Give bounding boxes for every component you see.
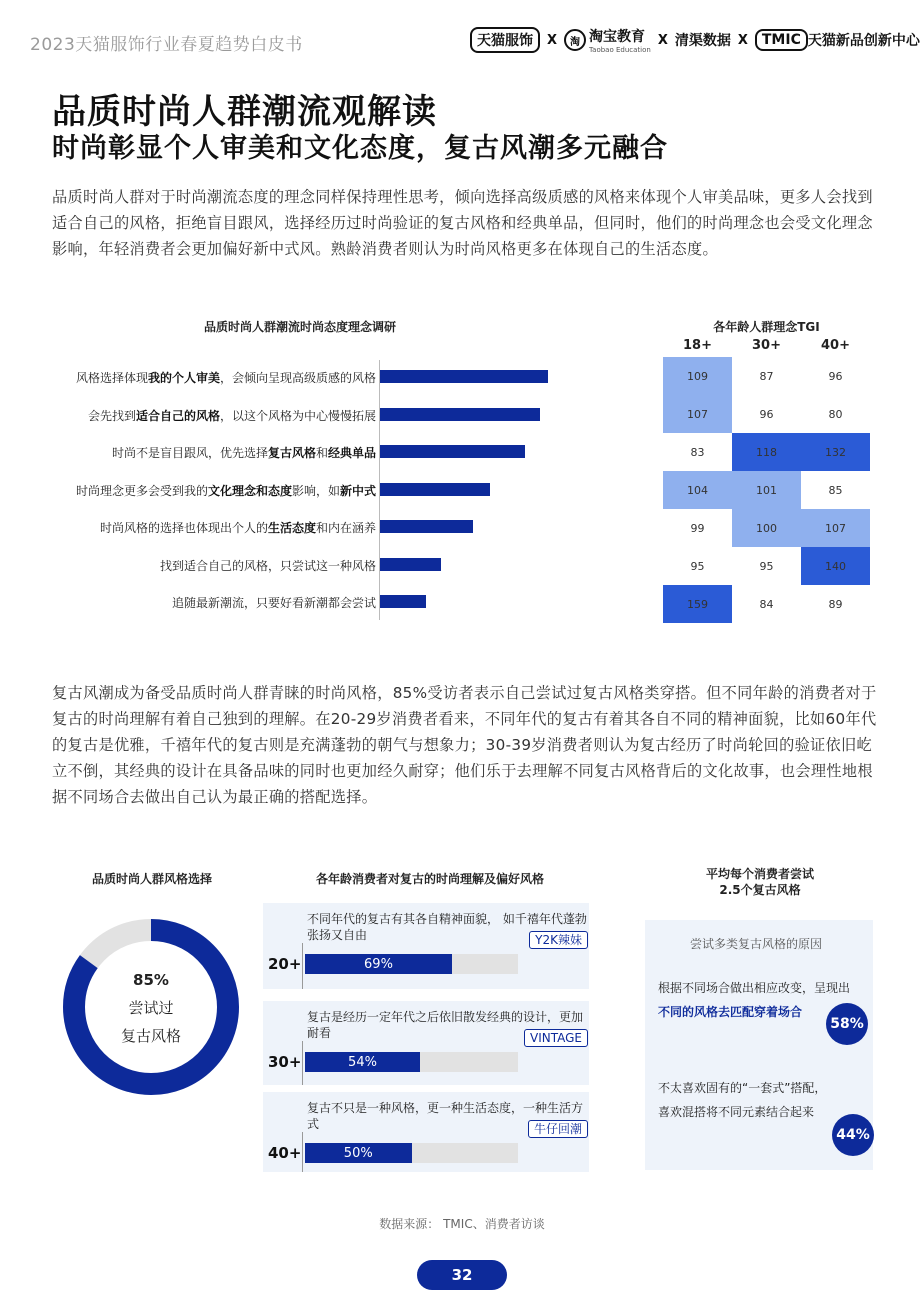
tgi-cell-r3-c3: 132 (801, 433, 870, 471)
bar-label-4-part-3: 影响，如 (291, 483, 340, 498)
reasons-heading: 尝试多类复古风格的原因 (690, 937, 823, 951)
data-source: 数据来源： TMIC、消费者访谈 (379, 1217, 545, 1231)
tgi-cell-r2-c2: 96 (759, 407, 774, 421)
donut-center-pct: 85% (133, 971, 169, 989)
bar-label-4-part-2: 文化理念和态度 (207, 483, 292, 498)
tgi-cell-r4-c1: 104 (663, 471, 732, 509)
bar-6 (380, 558, 441, 571)
donut-center-line2: 尝试过 (128, 999, 174, 1017)
bar-label-3-part-2: 复古风格 (267, 446, 316, 460)
tgi-column-1: 18+ (683, 338, 712, 353)
intro-paragraph: 品质时尚人群对于时尚潮流态度的理念同样保持理性思考，倾向选择高级质感的风格来体现个人审美品味，更多人会找到适合自己的风格，拒绝盲目跟风，选择经历过时尚验证的复古风格和经典单品，但同时，他们的时尚理念也会受文化理念影响，年轻消费者会更加偏好新中式风。熟龄消费者则认为时尚风格更多在体现自己的生活态度。 (52, 188, 873, 258)
tgi-cell-r3-c2: 118 (732, 433, 801, 471)
reason-2 (658, 1076, 868, 1124)
bar-label-1-part-1: 风格选择体现 (75, 371, 148, 385)
reason-2-badge: 44% (832, 1114, 874, 1156)
bar-label-1-part-2: 我的个人审美 (147, 371, 220, 385)
reason-1-badge: 58% (826, 1003, 868, 1045)
taobao-icon: 淘 (564, 29, 586, 51)
tgi-cell-r5-c3: 107 (801, 509, 870, 547)
taobao-education-sub: Taobao Education (589, 46, 651, 54)
retro-paragraph: 复古风潮成为备受品质时尚人群青睐的时尚风格，85%受访者表示自己尝试过复古风格类穿搭。但不同年龄的消费者对于复古的时尚理解有着自己独到的理解。在20-29岁消费者看来，不同年代的复古有着其各自不同的精神面貌，比如60年代的复古是优雅，千禧年代的复古则是充满蓬勃的朝气与想象力；30-39岁消费者则认为复古经历了时尚轮回的验证依旧屹立不倒，其经典的设计在具备品味的同时也更加经久耐穿；他们乐于去理解不同复古风格背后的文化故事，也会理性地根据不同场合去做出自己认为最正确的搭配选择。 (52, 684, 877, 806)
bar-4 (380, 483, 490, 496)
style-choice-title: 品质时尚人群风格选择 (91, 872, 212, 886)
logo-separator: X (737, 32, 748, 48)
tgi-cell-r1-c2: 87 (759, 369, 774, 383)
tmall-fashion-logo: 天猫服饰 (470, 27, 540, 53)
bar-label-7-part-1: 追随最新潮流，只要好看新潮都会尝试 (171, 596, 376, 610)
bar-label-4-part-4: 新中式 (339, 483, 376, 498)
retro-panel-divider-3 (302, 1132, 303, 1172)
tgi-cell-r1-c3: 96 (828, 369, 843, 383)
retro-style-tag-2: VINTAGE (524, 1029, 588, 1047)
bar-label-5-part-1: 时尚风格的选择也体现出个人的 (99, 521, 268, 535)
bar-label-2-part-3: ，以这个风格为中心慢慢拓展 (219, 408, 376, 423)
bar-7 (380, 595, 426, 608)
retro-panel-desc-1: 不同年代的复古有其各自精神面貌， 如千禧年代蓬勃张扬又自由 (307, 912, 587, 942)
tgi-cell-r4-c3: 85 (828, 483, 843, 497)
tgi-cell-r3-c1: 83 (690, 445, 705, 459)
retro-panel-desc-3: 复古不只是一种风格，更一种生活态度，一种生活方式 (307, 1101, 584, 1131)
tgi-cell-r6-c2: 95 (759, 559, 774, 573)
tgi-cell-r5-c2: 100 (732, 509, 801, 547)
bar-label-1 (76, 369, 376, 386)
bar-label-2-part-2: 适合自己的风格 (135, 408, 220, 423)
bar-label-1-part-3: ，会倾向呈现高级质感的风格 (219, 371, 376, 385)
retro-panel-divider-1 (302, 943, 303, 989)
tgi-cell-r1-c1: 109 (663, 357, 732, 395)
tgi-cell-r7-c1: 159 (663, 585, 732, 623)
bar-label-6 (160, 557, 376, 574)
tgi-cell-r2-c3: 80 (828, 407, 843, 421)
tgi-column-3: 40+ (821, 338, 850, 353)
bar-1 (380, 370, 548, 383)
retro-progress-fill-1: 69% (305, 954, 452, 974)
tgi-cell-r6-c1: 95 (690, 559, 705, 573)
retro-panel-desc-2: 复古是经历一定年代之后依旧散发经典的设计，更加耐看 (307, 1010, 584, 1040)
tgi-cell-r6-c3: 140 (801, 547, 870, 585)
partner-logos (470, 24, 920, 56)
retro-age-chart-title: 各年龄消费者对复古的时尚理解及偏好风格 (315, 872, 544, 886)
tgi-cell-r5-c1: 99 (690, 521, 705, 535)
retro-style-tag-1: Y2K辣妹 (529, 931, 588, 949)
bar-label-5-part-2: 生活态度 (267, 521, 316, 535)
tmic-logo (755, 29, 920, 51)
retro-style-tag-3: 牛仔回潮 (528, 1120, 588, 1138)
attitude-chart-title: 品质时尚人群潮流时尚态度理念调研 (203, 320, 396, 334)
tmic-mark: TMIC (755, 29, 808, 51)
tgi-cell-r4-c2: 101 (732, 471, 801, 509)
tgi-title: 各年龄人群理念TGI (713, 320, 820, 334)
bar-label-5-part-3: 和内在涵养 (315, 521, 376, 535)
retro-age-label-1: 20+ (268, 955, 302, 973)
reason-2-line2: 喜欢混搭将不同元素结合起来 (658, 1105, 815, 1119)
avg-styles-line1: 平均每个消费者尝试 (705, 867, 814, 881)
bar-label-4-part-1: 时尚理念更多会受到我的 (75, 483, 208, 498)
retro-age-label-3: 40+ (268, 1144, 302, 1162)
reason-1-line1: 根据不同场合做出相应改变，呈现出 (658, 981, 851, 995)
retro-progress-fill-2: 54% (305, 1052, 420, 1072)
bar-label-3-part-1: 时尚不是盲目跟风，优先选择 (111, 446, 268, 460)
avg-styles-title (660, 866, 860, 898)
tgi-cell-r2-c1: 107 (663, 395, 732, 433)
tmic-name: 天猫新品创新中心 (807, 33, 920, 49)
taobao-education-name: 淘宝教育 (589, 29, 646, 45)
donut-center-line3: 复古风格 (120, 1027, 181, 1045)
bar-2 (380, 408, 540, 421)
bar-label-5 (100, 519, 376, 536)
page-subtitle: 时尚彰显个人审美和文化态度，复古风潮多元融合 (52, 133, 668, 164)
bar-label-4 (76, 482, 376, 499)
tgi-cell-r7-c2: 84 (759, 597, 774, 611)
bar-label-3-part-3: 和 (315, 446, 328, 460)
bar-label-7 (172, 594, 376, 611)
bar-label-2-part-1: 会先找到 (87, 408, 136, 423)
logo-separator: X (547, 32, 558, 48)
page-number: 32 (417, 1260, 507, 1290)
bar-3 (380, 445, 525, 458)
taobao-education-logo (564, 26, 651, 54)
reason-2-line1: 不太喜欢固有的“一套式”搭配， (658, 1081, 827, 1095)
retro-age-label-2: 30+ (268, 1053, 302, 1071)
retro-progress-fill-3: 50% (305, 1143, 412, 1163)
qingqu-data-logo: 清渠数据 (674, 33, 731, 49)
avg-styles-line2: 2.5个复古风格 (719, 883, 801, 897)
logo-separator: X (657, 32, 668, 48)
tgi-cell-r7-c3: 89 (828, 597, 843, 611)
bar-label-2 (88, 407, 376, 424)
bar-5 (380, 520, 473, 533)
reason-1-bold: 不同的风格去匹配穿着场合 (658, 1005, 803, 1019)
bar-label-6-part-1: 找到适合自己的风格，只尝试这一种风格 (159, 558, 376, 573)
retro-panel-divider-2 (302, 1041, 303, 1085)
document-title: 2023天猫服饰行业春夏趋势白皮书 (30, 35, 303, 55)
donut-center-text (62, 966, 240, 1050)
page-title: 品质时尚人群潮流观解读 (52, 92, 437, 132)
bar-label-3 (112, 444, 376, 461)
tgi-column-2: 30+ (752, 338, 781, 353)
bar-label-3-part-4: 经典单品 (327, 446, 376, 460)
